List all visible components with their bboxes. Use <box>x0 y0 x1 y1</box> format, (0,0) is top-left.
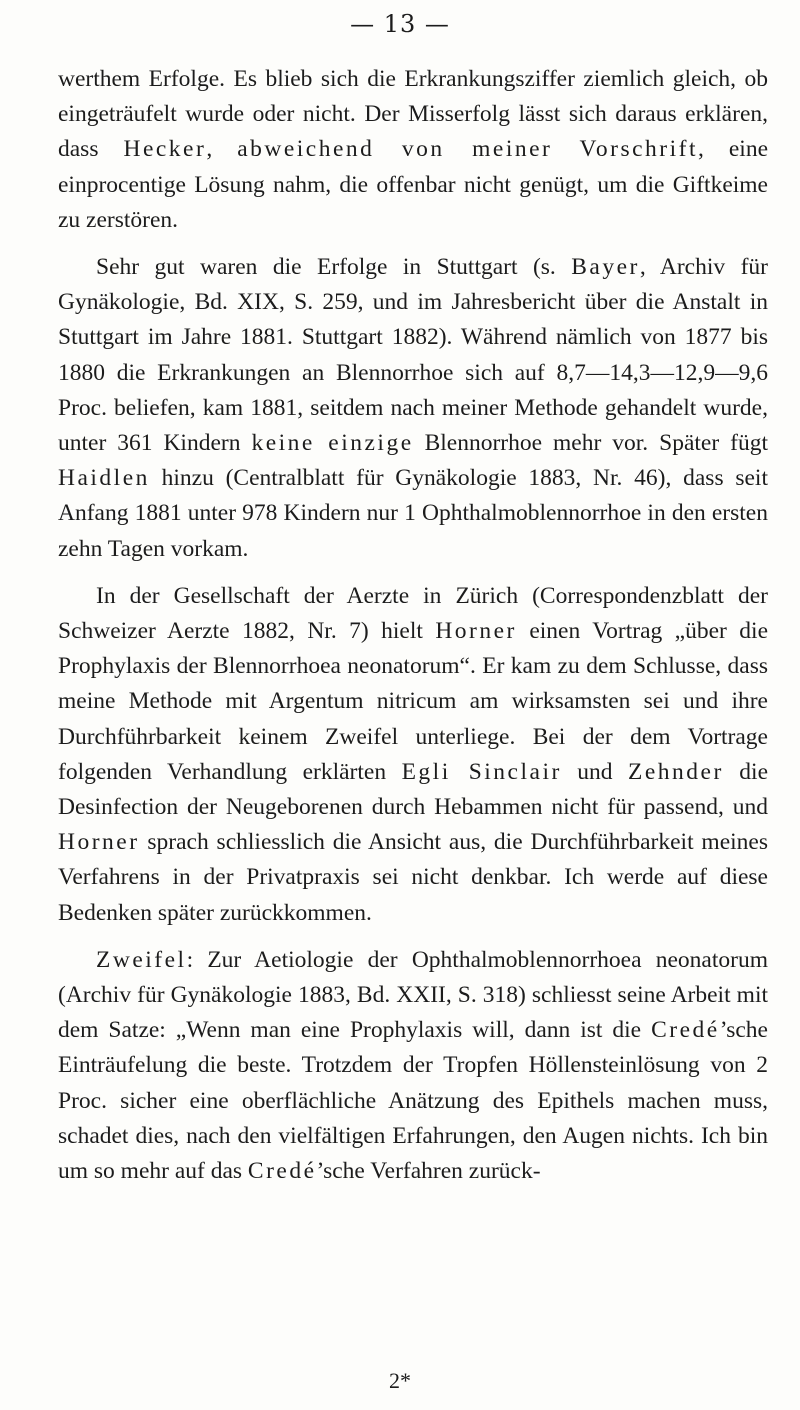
page-number: — 13 — <box>350 10 450 38</box>
text-segment: , eine einprocentige Lösung nahm, die offenbar nicht genügt, um die Giftkeime zu zerstören. <box>58 136 769 233</box>
spaced-name-crede: Credé <box>247 1158 317 1185</box>
text-segment: und <box>561 758 629 785</box>
paragraph-2 <box>58 250 768 567</box>
spaced-emphasis: keine einzige <box>251 430 414 457</box>
spaced-name-zweifel: Zweifel <box>96 946 187 973</box>
spaced-name-zehnder: Zehnder <box>628 758 724 785</box>
body-text <box>58 62 768 1189</box>
paragraph-4 <box>58 943 768 1189</box>
text-segment: werthem Erfolge. Es blieb sich die Erkrankungsziffer ziemlich gleich, ob eingeträufelt wurde oder nicht. Der Misserfolg lässt sich daraus erklären, dass <box>58 66 768 163</box>
text-segment: sprach schliesslich die Ansicht aus, die Durchführbarkeit meines Verfahrens in der Privatpraxis sei nicht denkbar. Ich werde auf diese Bedenken später zurückkommen. <box>58 829 768 926</box>
spaced-name-hecker: Hecker <box>123 136 207 163</box>
text-segment: Blennorrhoe mehr vor. Später fügt <box>413 430 768 457</box>
paragraph-1 <box>58 62 768 238</box>
text-segment: In der Gesellschaft der Aerzte in Zürich (Correspondenzblatt der Schweizer Aerzte 1882, Nr. 7) hielt <box>58 582 768 645</box>
signature-mark: 2* <box>389 1368 411 1393</box>
text-segment: die Desinfection der Neugeborenen durch Hebammen nicht für passend, und <box>58 758 768 821</box>
spaced-name-egli-sinclair: Egli Sinclair <box>401 758 562 785</box>
spaced-name-bayer: Bayer <box>571 254 640 281</box>
text-segment: Sehr gut waren die Erfolge in Stuttgart (s. <box>96 254 572 281</box>
text-segment: ’sche Verfahren zurück- <box>316 1158 541 1185</box>
spaced-name-crede: Credé <box>651 1017 720 1044</box>
text-segment: einen Vortrag „über die Prophylaxis der Blennorrhoea neonatorum“. Er kam zu dem Schlusse, dass meine Methode mit Argentum nitricum am wirksamsten sei und ihre Durchführbarkeit keinem Zweifel unterliege. Bei der dem Vortrage folgenden Verhandlung erklärten <box>58 618 768 785</box>
text-segment: , Archiv für Gynäkologie, Bd. XIX, S. 259, und im Jahresbericht über die Anstalt in Stuttgart im Jahre 1881. Stuttgart 1882). Während nämlich von 1877 bis 1880 die Erkrankungen an Blennorrhoe sich auf 8,7—14,3—12,9—9,6 Proc. beliefen, kam 1881, seitdem nach meiner Methode gehandelt wurde, unter 361 Kindern <box>58 254 768 457</box>
spaced-emphasis: abweichend von meiner Vorschrift <box>237 136 698 163</box>
text-segment: ’sche Einträufelung die beste. Trotzdem der Tropfen Höllensteinlösung von 2 Proc. sicher eine oberflächliche Anätzung des Epithels machen muss, schadet dies, nach den vielfältigen Erfahrungen, den Augen nichts. Ich bin um so mehr auf das <box>58 1017 768 1185</box>
paragraph-3 <box>58 579 768 931</box>
text-segment: , <box>206 136 238 163</box>
text-segment: : Zur Aetiologie der Ophthalmoblennorrhoea neonatorum (Archiv für Gynäkologie 1883, Bd. XXII, S. 318) schliesst seine Arbeit mit dem Satze: „Wenn man eine Prophylaxis will, dann ist die <box>58 946 768 1044</box>
spaced-name-horner: Horner <box>58 829 140 856</box>
spaced-name-haidlen: Haidlen <box>58 465 150 492</box>
spaced-name-horner: Horner <box>435 618 517 645</box>
text-segment: hinzu (Centralblatt für Gynäkologie 1883, Nr. 46), dass seit Anfang 1881 unter 978 Kindern nur 1 Ophthalmoblennorrhoe in den ersten zehn Tagen vorkam. <box>58 465 768 562</box>
